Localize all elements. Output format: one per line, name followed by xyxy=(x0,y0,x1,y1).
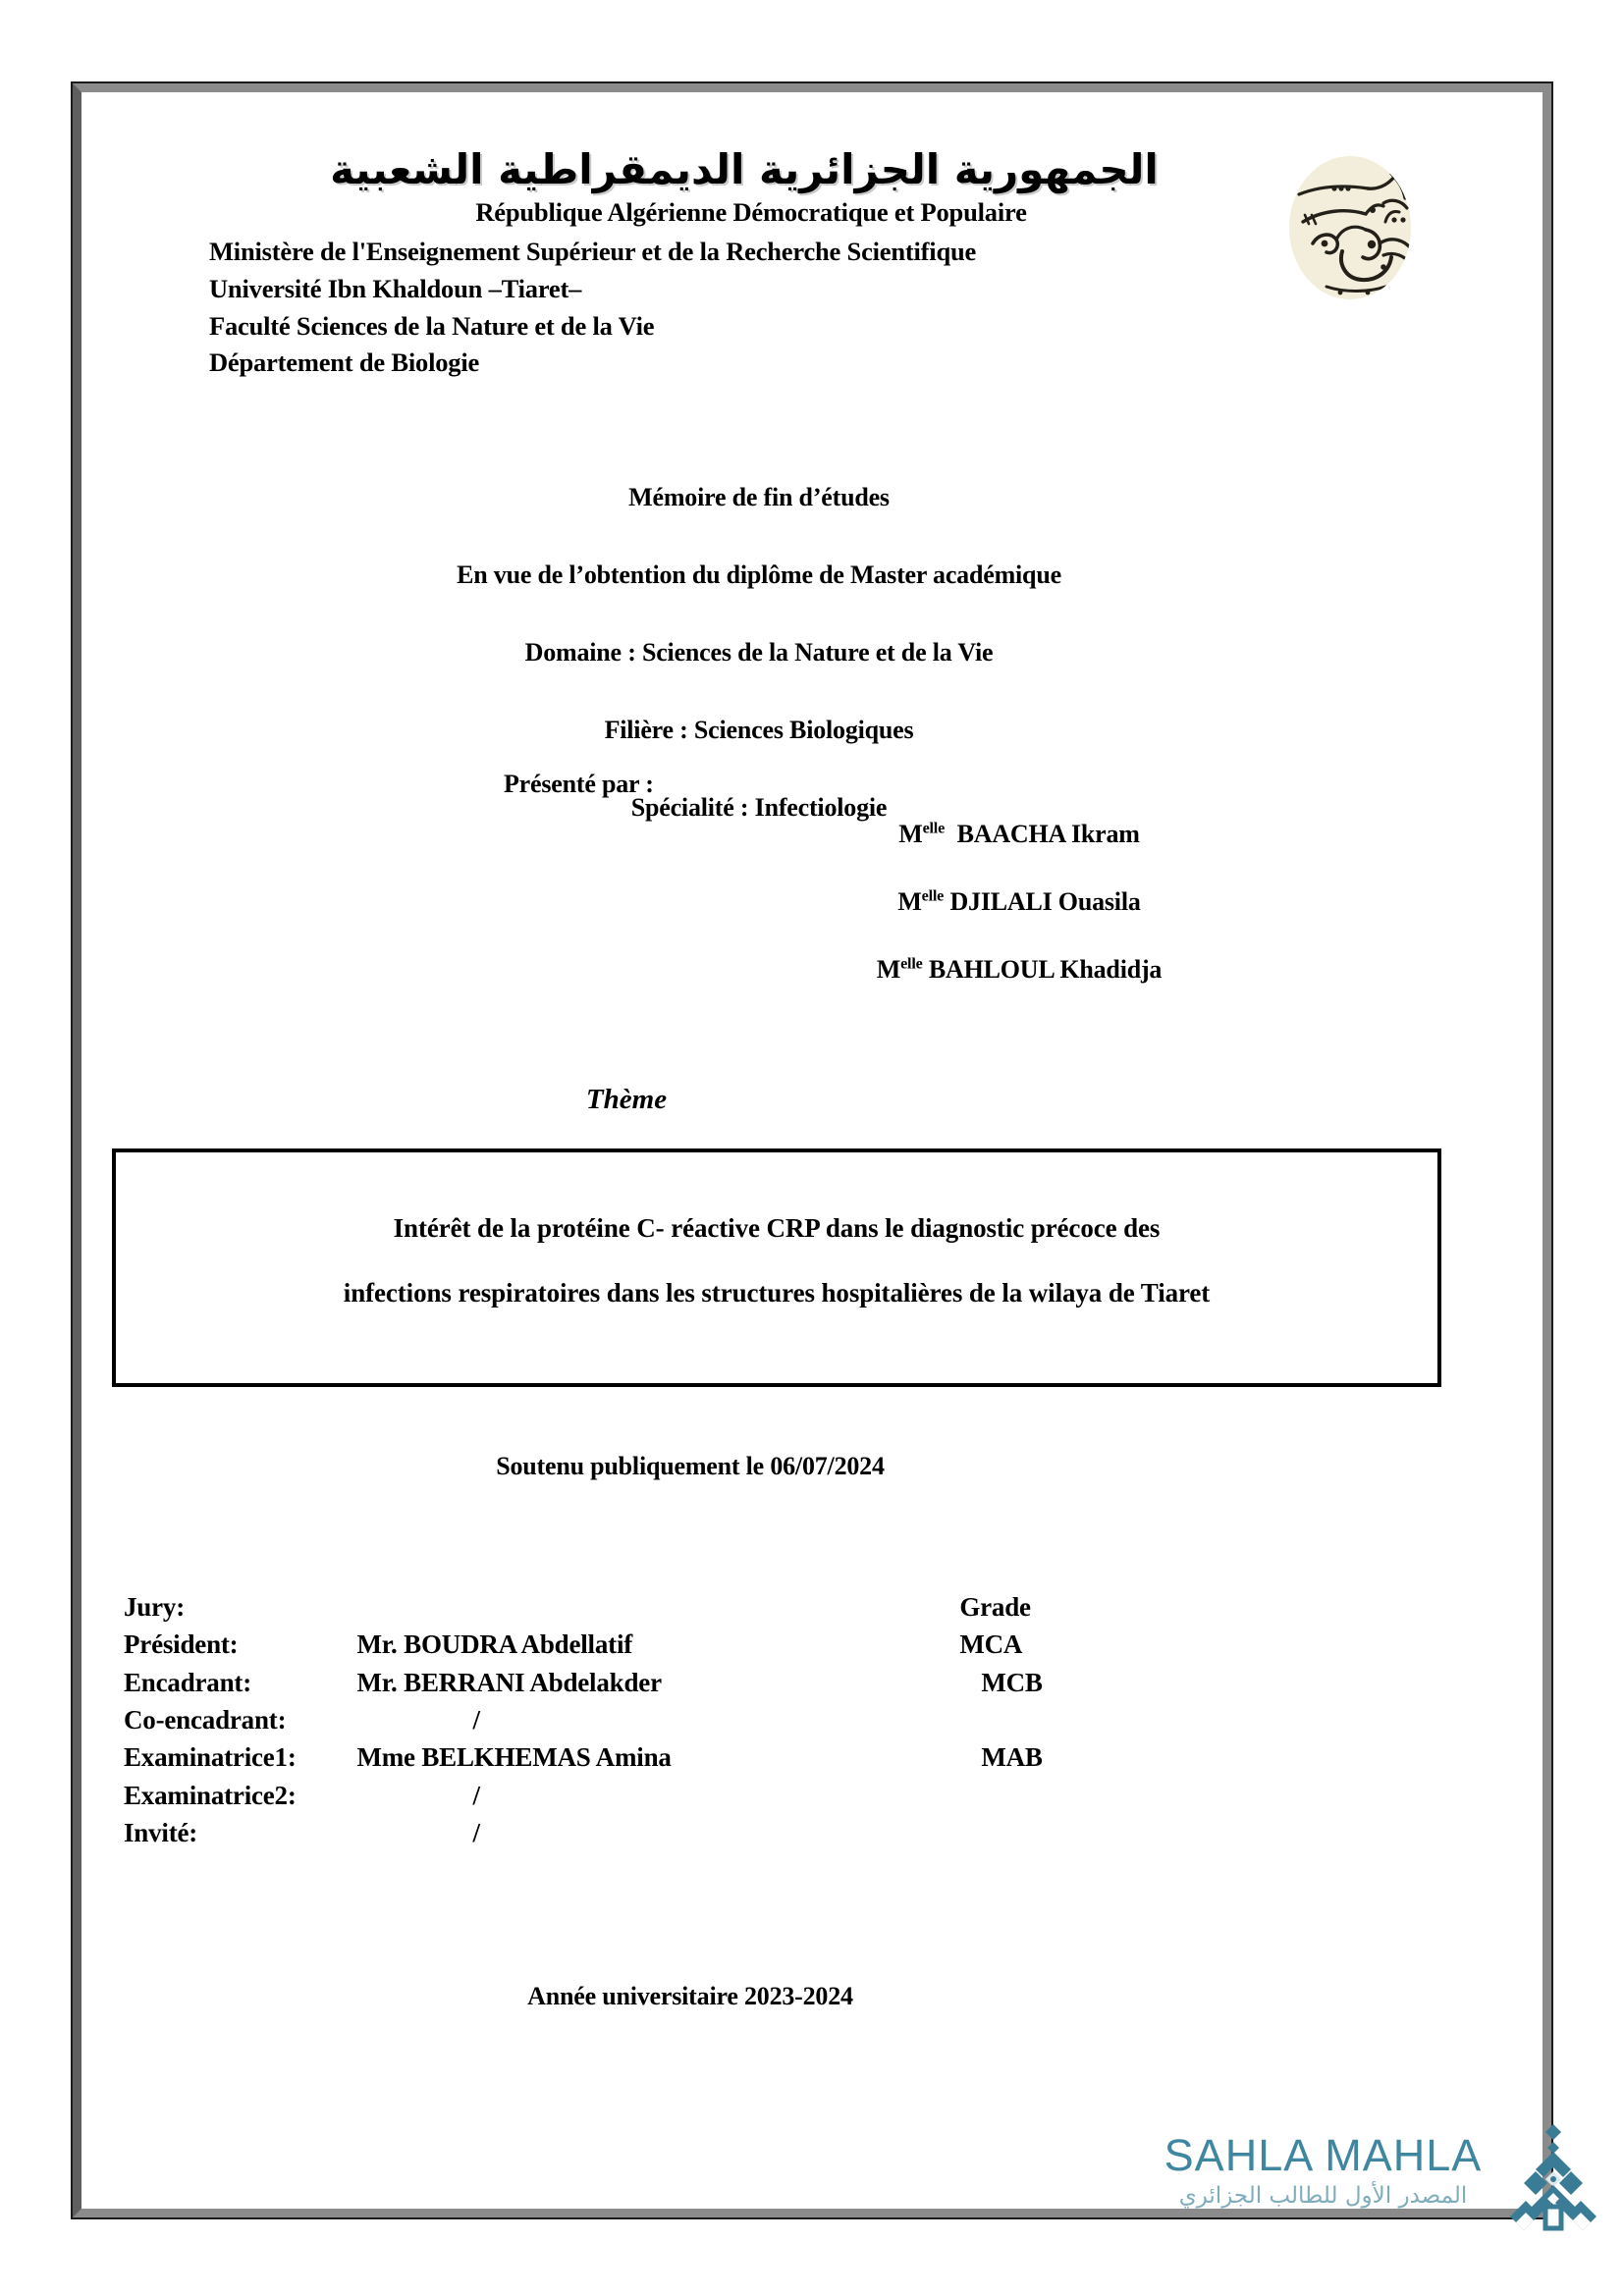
author-honorific-suffix: elle xyxy=(921,887,945,905)
degree-line-diplome: En vue de l’obtention du diplôme de Master académique xyxy=(457,561,1061,589)
institution-line-university: Université Ibn Khaldoun –Tiaret– xyxy=(209,273,582,303)
author-honorific-suffix: elle xyxy=(922,820,946,837)
jury-grade: MAB xyxy=(981,1742,1043,1773)
author-name: BAHLOUL Khadidja xyxy=(928,955,1163,984)
page-content-area xyxy=(81,92,1543,2209)
jury-name: / xyxy=(472,1704,480,1735)
watermark-brand-text: SAHLA MAHLA xyxy=(1164,2130,1483,2180)
republic-line: République Algérienne Démocratique et Populaire xyxy=(475,197,1027,228)
jury-label: Jury: xyxy=(124,1592,185,1622)
author-honorific: M xyxy=(876,955,901,984)
degree-line-domaine: Domaine : Sciences de la Nature et de la Vie xyxy=(524,638,994,667)
author-name: BAACHA Ikram xyxy=(956,820,1140,848)
thesis-title-line-1: Intérêt de la protéine C- réactive CRP dans le diagnostic précoce des xyxy=(393,1213,1161,1243)
author-item xyxy=(710,822,1328,847)
jury-name: / xyxy=(472,1780,480,1810)
degree-block xyxy=(189,485,1328,821)
jury-spacer-cell xyxy=(356,1588,959,1626)
jury-row xyxy=(124,1664,1204,1701)
academic-year: Année universitaire 2023-2024 xyxy=(527,1982,853,2010)
presented-by-label: Présenté par : xyxy=(504,770,654,798)
jury-row xyxy=(124,1701,1204,1738)
jury-table xyxy=(124,1588,1204,1851)
author-honorific: M xyxy=(898,820,923,848)
jury-row xyxy=(124,1814,1204,1851)
author-item xyxy=(710,889,1328,915)
defense-date: Soutenu publiquement le 06/07/2024 xyxy=(496,1452,885,1480)
degree-line-filiere: Filière : Sciences Biologiques xyxy=(604,716,914,744)
author-item xyxy=(710,957,1328,983)
jury-header-row xyxy=(124,1588,1204,1626)
jury-grade xyxy=(959,1777,1204,1814)
institution-line-department: Département de Biologie xyxy=(209,347,480,378)
institution-lines xyxy=(189,234,1328,382)
jury-role: Co-encadrant: xyxy=(124,1704,287,1735)
institution-line-ministry: Ministère de l'Enseignement Supérieur et de la Recherche Scientifique xyxy=(209,237,977,267)
header-block xyxy=(189,146,1328,382)
jury-grade xyxy=(959,1701,1204,1738)
jury-role: Invité: xyxy=(124,1817,198,1847)
university-seal-logo xyxy=(1281,149,1419,306)
jury-row xyxy=(124,1777,1204,1814)
institution-line-faculty: Faculté Sciences de la Nature et de la Vie xyxy=(209,310,655,341)
degree-line-specialite: Spécialité : Infectiologie xyxy=(630,793,888,822)
jury-role: Président: xyxy=(124,1629,239,1660)
thesis-title-line-2: infections respiratoires dans les structures hospitalières de la wilaya de Tiaret xyxy=(343,1278,1211,1308)
jury-name: Mme BELKHEMAS Amina xyxy=(356,1742,672,1773)
author-honorific: M xyxy=(897,887,922,916)
jury-name: / xyxy=(472,1817,480,1847)
jury-name: Mr. BERRANI Abdelakder xyxy=(356,1667,662,1697)
jury-role: Examinatrice2: xyxy=(124,1780,297,1810)
jury-row xyxy=(124,1738,1204,1776)
jury-row xyxy=(124,1626,1204,1663)
jury-grade xyxy=(959,1814,1204,1851)
author-honorific-suffix: elle xyxy=(900,955,923,973)
jury-role: Examinatrice1: xyxy=(124,1742,297,1773)
jury-grade: MCA xyxy=(959,1629,1023,1660)
authors-list xyxy=(710,822,1328,983)
page-sheet xyxy=(71,81,1553,2219)
theme-label: Thème xyxy=(585,1084,668,1115)
jury-role: Encadrant: xyxy=(124,1667,252,1697)
jury-grade-header: Grade xyxy=(959,1592,1031,1622)
jury-grade: MCB xyxy=(981,1667,1043,1697)
watermark-arabic-subtitle: المصدر الأول للطالب الجزائري xyxy=(1178,2183,1468,2209)
author-name: DJILALI Ouasila xyxy=(949,887,1141,916)
theme-title-box xyxy=(112,1148,1441,1387)
jury-name: Mr. BOUDRA Abdellatif xyxy=(356,1629,633,1660)
arabic-republic-title: الجمهورية الجزائرية الديمقراطية الشعبية xyxy=(330,145,1159,193)
degree-line-memoire: Mémoire de fin d’études xyxy=(628,483,890,511)
